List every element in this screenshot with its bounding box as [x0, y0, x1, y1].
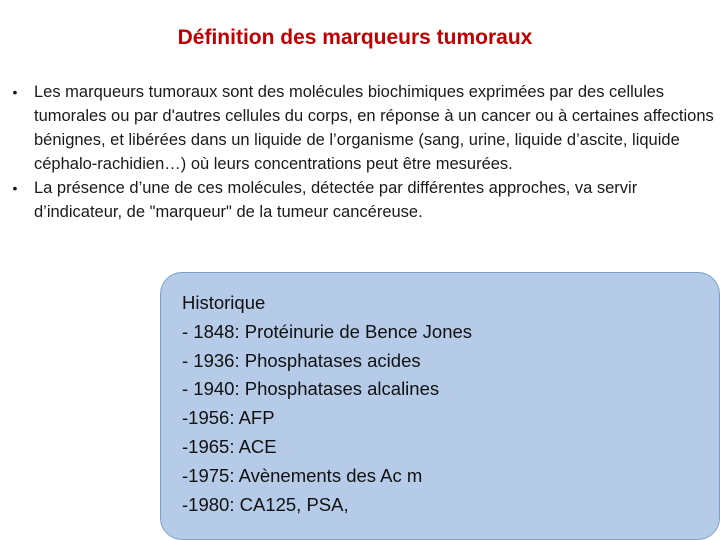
- history-heading: Historique: [182, 292, 266, 313]
- history-box: [160, 272, 720, 540]
- bullet-text-definition: Les marqueurs tumoraux sont des molécules biochimiques exprimées par des cellules tumorales ou par d'autres cellules du corps, en réponse à un cancer ou à certaines affections bénignes, et libérées dans un liquide de l’organisme (sang, urine, liquide d’ascite, liquide céphalo‑rachidien…) où leurs concentrations peut être mesurées.: [34, 83, 714, 173]
- history-entry: - 1940: Phosphatases alcalines: [182, 378, 440, 400]
- bullet-dot-icon: •: [12, 84, 18, 100]
- history-entry: -1965: ACE: [182, 435, 277, 457]
- bullet-item-definition: [8, 80, 714, 176]
- history-entry: - 1936: Phosphatases acides: [182, 349, 421, 371]
- bullet-text-presence: La présence d’une de ces molécules, détectée par différentes approches, va servir d’indicateur, de "marqueur" de la tumeur cancéreuse.: [34, 179, 638, 221]
- bullet-dot-icon: •: [12, 180, 18, 196]
- history-entry: -1956: AFP: [182, 407, 275, 429]
- history-entry: -1975: Avènements des Ac m: [182, 464, 423, 486]
- slide-title: Définition des marqueurs tumoraux: [177, 26, 533, 49]
- history-entry: -1980: CA125, PSA,: [182, 493, 349, 515]
- bullet-item-presence: [8, 176, 714, 224]
- bullet-list: [8, 80, 714, 224]
- history-entry: - 1848: Protéinurie de Bence Jones: [182, 320, 473, 342]
